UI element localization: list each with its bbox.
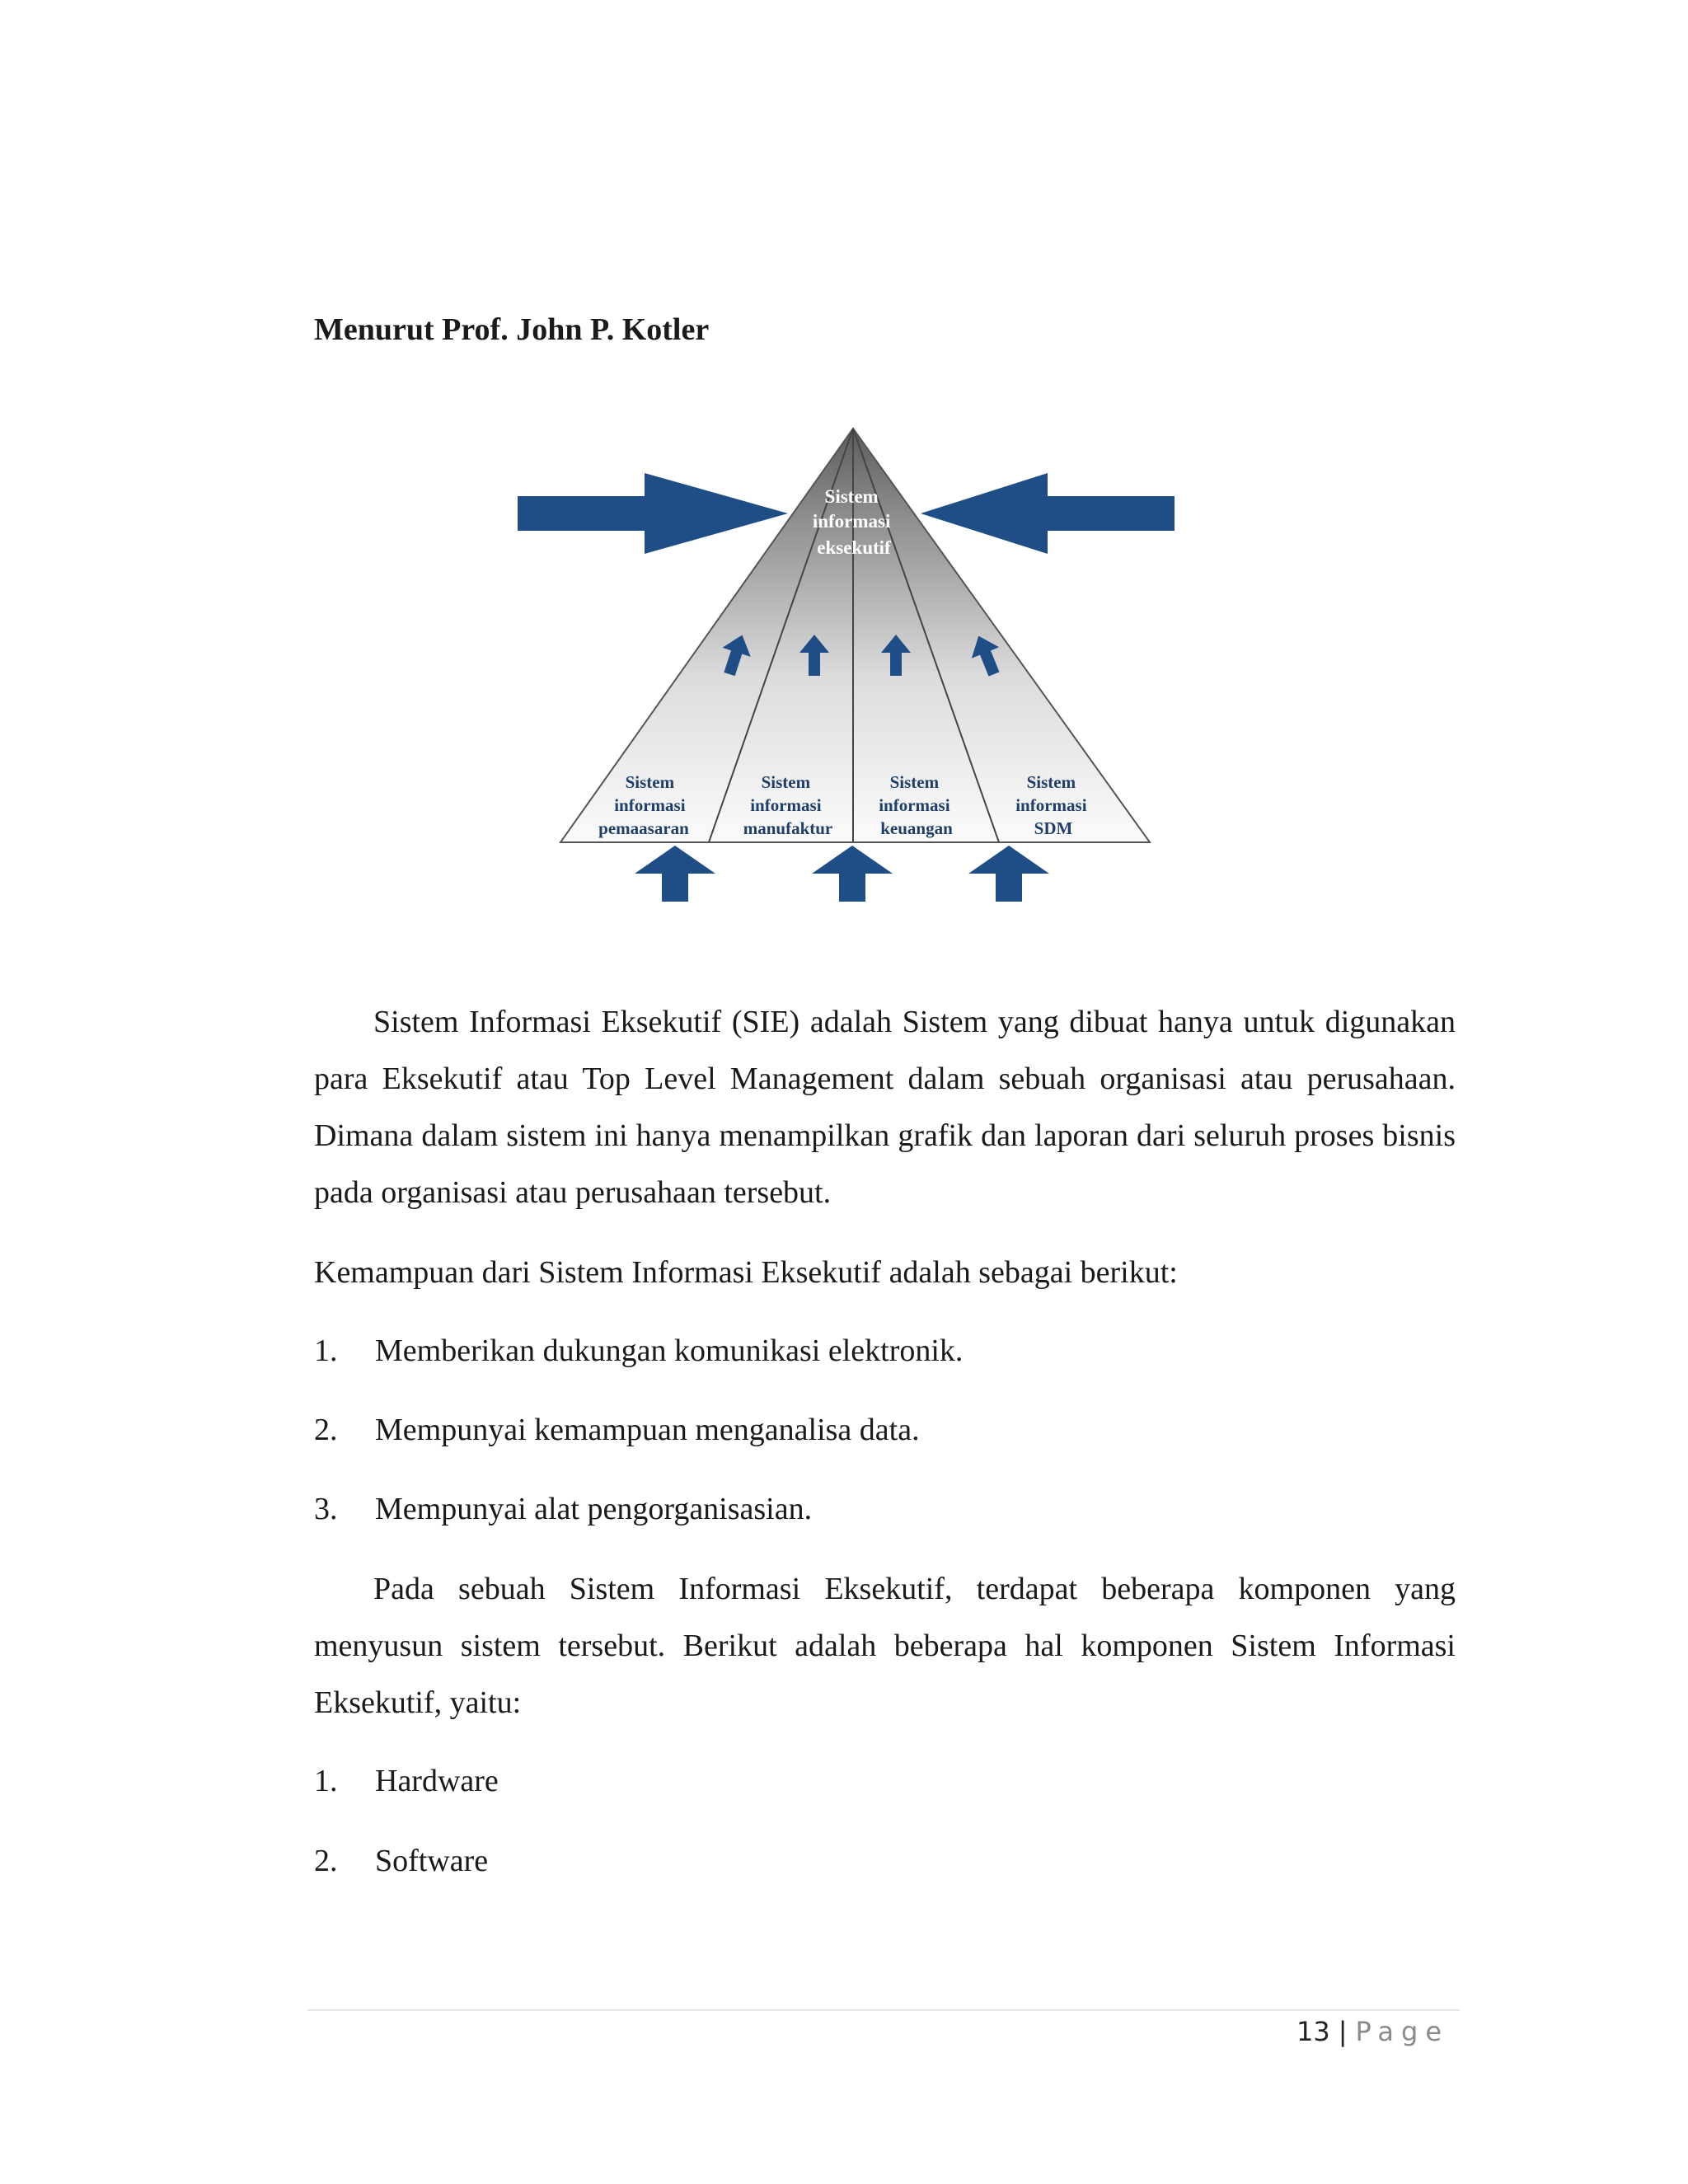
top-label: Sistem informasi eksekutif	[812, 486, 891, 558]
page-footer	[1296, 2016, 1449, 2047]
arrow-up-large-icon	[812, 846, 893, 902]
footer-divider	[307, 2009, 1460, 2011]
sie-pyramid-figure	[511, 420, 1187, 915]
list-item: Software	[375, 1844, 489, 1878]
list-number: 1.	[314, 1764, 338, 1798]
subsystem-label-finance: Sistem informasi keuangan	[879, 772, 953, 838]
subsystem-label-marketing: Sistem informasi pemaasaran	[598, 772, 689, 838]
sie-pyramid-diagram	[511, 420, 1187, 915]
paragraph-components: Pada sebuah Sistem Informasi Eksekutif, terdapat beberapa komponen yang menyusun sistem tersebut. Berikut adalah beberapa hal komponen Sistem Informasi Eksekutif, yaitu:	[314, 1572, 1456, 1720]
arrow-left-icon	[921, 473, 1175, 554]
section-heading: Menurut Prof. John P. Kotler	[314, 312, 710, 347]
list-number: 2.	[314, 1413, 338, 1447]
page-label: Page	[1355, 2016, 1449, 2047]
page-number: 13	[1296, 2016, 1330, 2047]
list-item: Memberikan dukungan komunikasi elektronik.	[375, 1333, 964, 1368]
list-item: Mempunyai alat pengorganisasian.	[375, 1492, 813, 1526]
footer-separator: |	[1338, 2016, 1348, 2047]
subsystem-label-hr: Sistem informasi SDM	[1015, 772, 1087, 838]
list-number: 3.	[314, 1492, 338, 1526]
list-item: Hardware	[375, 1764, 499, 1798]
arrow-right-icon	[518, 473, 788, 554]
subsystem-label-manufacturing: Sistem informasi manufaktur	[743, 772, 833, 838]
list-item: Mempunyai kemampuan menganalisa data.	[375, 1413, 920, 1447]
paragraph-definition: Sistem Informasi Eksekutif (SIE) adalah Sistem yang dibuat hanya untuk digunakan para Eksekutif atau Top Level Management dalam sebuah organisasi atau perusahaan. Dimana dalam sistem ini hanya menampilkan grafik dan laporan dari seluruh proses bisnis pada organisasi atau perusahaan tersebut.	[314, 1005, 1456, 1210]
list-intro: Kemampuan dari Sistem Informasi Eksekutif adalah sebagai berikut:	[314, 1255, 1178, 1290]
list-number: 2.	[314, 1844, 338, 1878]
arrow-up-large-icon	[968, 846, 1049, 902]
arrow-up-large-icon	[635, 846, 715, 902]
list-number: 1.	[314, 1333, 338, 1368]
